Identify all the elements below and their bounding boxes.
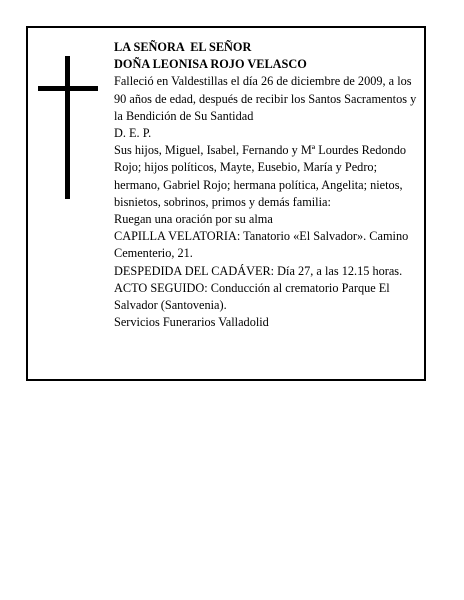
funeral-services: Servicios Funerarios Valladolid [114, 315, 269, 330]
latin-cross-icon [38, 56, 98, 199]
prayer-request: Ruegan una oración por su alma [114, 212, 273, 227]
deceased-name: DOÑA LEONISA ROJO VELASCO [114, 57, 307, 72]
family-list: Sus hijos, Miguel, Isabel, Fernando y Mª Lourdes Redondo Rojo; hijos políticos, Mayte, Eusebio, María y Pedro; hermano, Gabriel Rojo; hermana política, Angelita; nietos, bisnietos, sobrinos, primos y demás familia: [114, 143, 407, 209]
obituary-notice [26, 26, 426, 381]
notice-text [114, 39, 424, 331]
cross-vertical-bar [65, 56, 70, 199]
heading-line-1: LA SEÑORA EL SEÑOR [114, 40, 252, 54]
farewell-info: DESPEDIDA DEL CADÁVER: Día 27, a las 12.15 horas. [114, 263, 403, 278]
rip-line: D. E. P. [114, 126, 152, 141]
chapel-info: CAPILLA VELATORIA: Tanatorio «El Salvador». Camino Cementerio, 21. [114, 229, 409, 261]
following-act-info: ACTO SEGUIDO: Conducción al crematorio Parque El Salvador (Santovenia). [114, 280, 390, 313]
cross-horizontal-bar [38, 86, 98, 91]
death-statement: Falleció en Valdestillas el día 26 de diciembre de 2009, a los 90 años de edad, después de recibir los Santos Sacramentos y la Bendición de Su Santidad [114, 74, 417, 123]
